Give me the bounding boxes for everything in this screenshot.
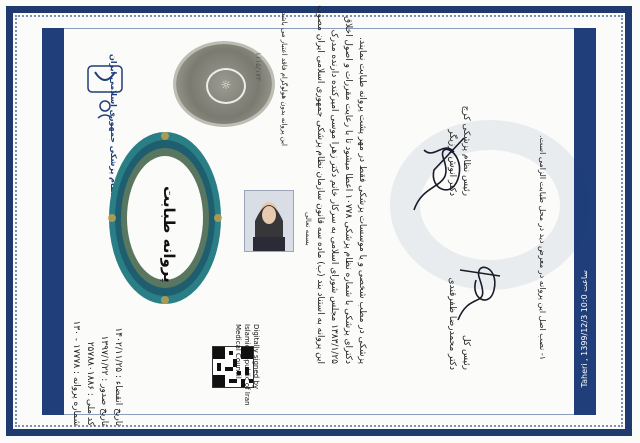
field-value: ۱۴۰۲/۱۱/۲۵: [113, 327, 123, 373]
field-label: تاریخ صدور :: [99, 378, 109, 426]
field-label: تاریخ انقضاء :: [113, 375, 123, 426]
field-label: شماره پروانه :: [71, 371, 81, 426]
body-line: دکترای پزشکی با شماره نظام پزشکی ۱۰۷۷۸ اعطا میشود تا با رعایت مقررات و اصول اخلاق: [343, 16, 353, 364]
digital-signature-line: Digitally signed by: [252, 324, 260, 390]
field-expiry-date: [112, 306, 124, 426]
seal-emblem-icon: ☼: [206, 68, 246, 104]
field-value: ۱۷۷۷۸ - ۱۳۰: [71, 320, 81, 369]
seal-caption: این پروانه بدون هولوگرام فاقد اعتبار می باشد: [280, 12, 288, 146]
seal-number: ۱۱۱۵/۱۷۳: [254, 52, 262, 81]
body-line: این پروانه به استناد بند (ب) ماده سه قانون سازمان نظام پزشکی جمهوری اسلامی ایران مصوب: [315, 5, 325, 364]
document-title: پروانه طبابت: [160, 186, 178, 283]
print-timestamp: Taheri , 1399/12/3 10:0 ساعت: [580, 270, 589, 388]
left-signature: [450, 250, 510, 330]
digital-signature-line: Medical Council: [234, 324, 242, 379]
holder-photo: [244, 190, 294, 252]
field-issue-date: [98, 306, 110, 426]
left-band: [42, 28, 64, 415]
field-label: کد ملی :: [85, 392, 95, 426]
left-signatory-name: دکتر محمدرضا ظفرقندی: [447, 277, 457, 370]
right-signatory-name: دکتر انوش برزیگر: [447, 129, 457, 196]
left-signatory-role: رئیس کل: [461, 334, 471, 370]
issuer-logo-text: نظام پزشکی جمهوری اسلامی ایران: [109, 54, 118, 197]
right-signature: [404, 130, 474, 220]
right-signatory-role: رئیس نظام پزشکی کرج: [461, 105, 471, 196]
body-line: پزشکی در مطب شخصی و یا موسسات پزشکی فقط در مهر پشت پروانه طبابت نمایند.: [357, 37, 367, 364]
medical-council-logo: [80, 62, 130, 132]
field-national-code: [84, 306, 96, 426]
digital-signature-line: Islamic Republic of Iran: [243, 324, 251, 406]
body-line: ۱۳۸۳/۱/۲۵ مجلس شورای اسلامی به سرکار خانم دکتر زهرا موسی امیرکنده دارنده مدرک: [329, 29, 339, 364]
field-license-number: [70, 306, 82, 426]
header-label: بسمه تعالی: [304, 212, 312, 246]
field-value: ۲۵۷۸۸۰۱۸۸۶: [85, 341, 95, 391]
digital-signature-block: [233, 324, 260, 434]
footnote: ۱- نصب اصل این پروانه در معرض دید در محل طبابت الزامی است.: [538, 134, 547, 360]
field-value: ۱۳۹۷/۱/۲۲: [99, 335, 109, 376]
